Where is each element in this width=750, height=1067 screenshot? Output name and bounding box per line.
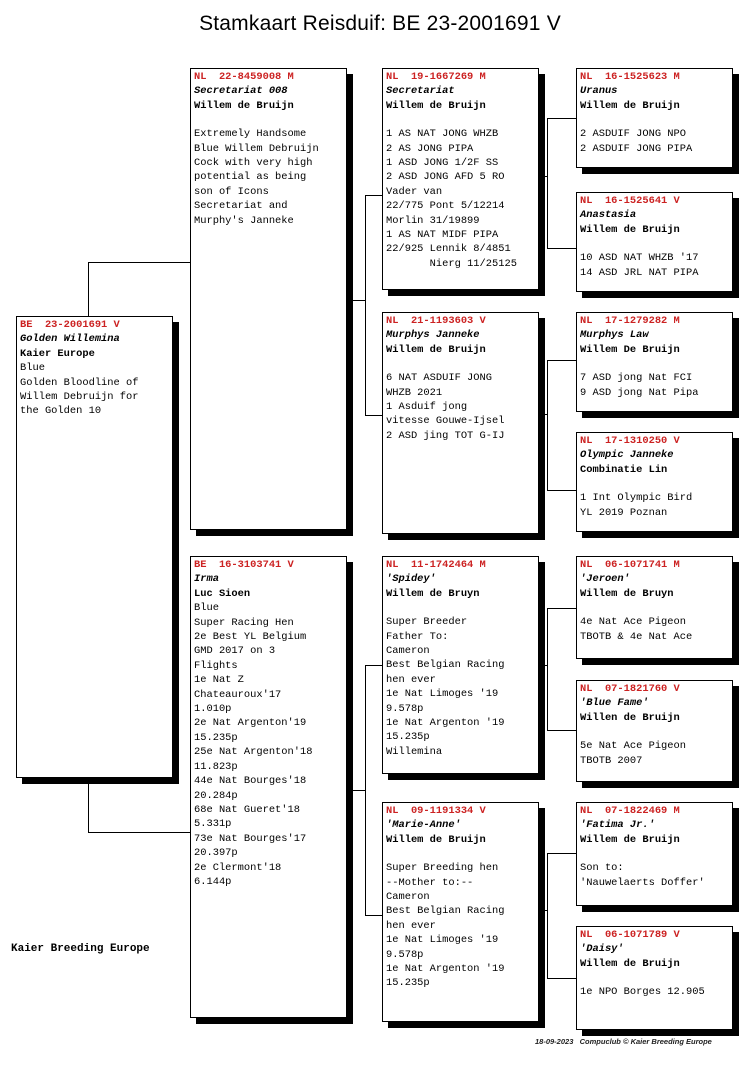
connector-line	[547, 853, 577, 854]
connector-line	[547, 730, 577, 731]
pigeon-card-dsd	[576, 680, 733, 782]
connector-line	[547, 360, 548, 490]
ring-number: BE 23-2001691 V	[20, 319, 120, 331]
connector-line	[547, 978, 577, 979]
connector-line	[88, 832, 191, 833]
connector-line	[547, 118, 548, 248]
pigeon-description: 5e Nat Ace Pigeon TBOTB 2007	[580, 740, 687, 767]
owner-name: Willem de Bruijn	[386, 343, 486, 356]
pigeon-description: 2 ASDUIF JONG NPO 2 ASDUIF JONG PIPA	[580, 128, 693, 155]
pigeon-name: Secretariat 008	[194, 85, 288, 98]
connector-line	[365, 665, 383, 666]
pigeon-card-sdd	[576, 432, 733, 532]
connector-line	[538, 910, 547, 911]
connector-line	[365, 195, 366, 415]
pigeon-name: 'Blue Fame'	[580, 697, 649, 710]
pigeon-card-sire-sire	[382, 68, 539, 290]
ring-number: BE 16-3103741 V	[194, 559, 294, 571]
ring-number: NL 17-1310250 V	[580, 435, 680, 447]
owner-name: Luc Sioen	[194, 587, 251, 600]
pigeon-name: Murphys Janneke	[386, 329, 480, 342]
pigeon-description: 6 NAT ASDUIF JONG WHZB 2021 1 Asduif jong vitesse Gouwe-Ijsel 2 ASD jing TOT G-IJ	[386, 372, 505, 442]
pigeon-card-sire-dam	[382, 312, 539, 534]
pigeon-description: 1 AS NAT JONG WHZB 2 AS JONG PIPA 1 ASD JONG 1/2F SS 2 ASD JONG AFD 5 RO Vader van 22/775 Pont 5/12214 Morlin 31/19899 1 AS NAT MIDF PIPA 22/925 Lennik 8/4851 Nierg 11/25125	[386, 128, 517, 270]
copyright-text: Compuclub © Kaier Breeding Europe	[579, 1037, 712, 1046]
pigeon-description: 1 Int Olympic Bird YL 2019 Poznan	[580, 492, 693, 519]
ring-number: NL 06-1071789 V	[580, 929, 680, 941]
owner-name: Willem de Bruijn	[194, 99, 294, 112]
owner-name: Willem De Bruijn	[580, 343, 680, 356]
pigeon-name: Golden Willemina	[20, 333, 120, 346]
pigeon-card-subject	[16, 316, 173, 778]
ring-number: NL 21-1193603 V	[386, 315, 486, 327]
breeder-footer: Kaier Breeding Europe	[11, 943, 150, 955]
connector-line	[88, 262, 191, 263]
pigeon-name: Anastasia	[580, 209, 637, 222]
connector-line	[538, 665, 547, 666]
owner-name: Willen de Bruijn	[580, 711, 680, 724]
connector-line	[365, 195, 383, 196]
connector-line	[547, 608, 548, 730]
pigeon-card-sire	[190, 68, 347, 530]
pigeon-description: Blue Super Racing Hen 2e Best YL Belgium GMD 2017 on 3 Flights 1e Nat Z Chateauroux'17 1.010p 2e Nat Argenton'19 15.235p 25e Nat Argenton'18 11.823p 44e Nat Bourges'18 20.284p 68e Nat Gueret'18 5.331p 73e Nat Bourges'17 20.397p 2e Clermont'18 6.144p	[194, 602, 313, 888]
pigeon-card-dss	[576, 556, 733, 659]
pigeon-name: 'Jeroen'	[580, 573, 630, 586]
pigeon-name: Secretariat	[386, 85, 455, 98]
connector-line	[365, 915, 383, 916]
pigeon-card-dds	[576, 802, 733, 906]
pigeon-name: Irma	[194, 573, 219, 586]
ring-number: NL 06-1071741 M	[580, 559, 680, 571]
connector-line	[365, 665, 366, 915]
pigeon-name: Uranus	[580, 85, 618, 98]
pigeon-name: Murphys Law	[580, 329, 649, 342]
pigeon-name: 'Fatima Jr.'	[580, 819, 655, 832]
print-date: 18-09-2023	[535, 1037, 574, 1046]
pigeon-name: Olympic Janneke	[580, 449, 674, 462]
ring-number: NL 19-1667269 M	[386, 71, 486, 83]
pigeon-card-ddd	[576, 926, 733, 1030]
ring-number: NL 07-1822469 M	[580, 805, 680, 817]
copyright-footer	[535, 1037, 712, 1046]
connector-line	[346, 300, 365, 301]
owner-name: Willem de Bruijn	[580, 99, 680, 112]
connector-line	[538, 414, 547, 415]
connector-line	[547, 248, 577, 249]
pigeon-card-sds	[576, 312, 733, 412]
pigeon-name: 'Spidey'	[386, 573, 436, 586]
ring-number: NL 11-1742464 M	[386, 559, 486, 571]
owner-name: Willem de Bruyn	[580, 587, 674, 600]
owner-name: Willem de Bruijn	[386, 833, 486, 846]
pigeon-card-ssd	[576, 192, 733, 292]
connector-line	[547, 118, 577, 119]
pigeon-card-dam	[190, 556, 347, 1018]
connector-line	[547, 853, 548, 978]
pigeon-description: Blue Golden Bloodline of Willem Debruijn for the Golden 10	[20, 362, 139, 418]
page-title: Stamkaart Reisduif: BE 23-2001691 V	[199, 12, 561, 35]
owner-name: Kaier Europe	[20, 347, 95, 360]
pigeon-description: 1e NPO Borges 12.905	[580, 986, 705, 999]
pigeon-description: 10 ASD NAT WHZB '17 14 ASD JRL NAT PIPA	[580, 252, 699, 279]
owner-name: Combinatie Lin	[580, 463, 668, 476]
pigeon-description: 7 ASD jong Nat FCI 9 ASD jong Nat Pipa	[580, 372, 699, 399]
owner-name: Willem de Bruijn	[580, 957, 680, 970]
connector-line	[88, 777, 89, 832]
owner-name: Willem de Bruijn	[580, 833, 680, 846]
ring-number: NL 16-1525641 V	[580, 195, 680, 207]
owner-name: Willem de Bruyn	[386, 587, 480, 600]
connector-line	[346, 790, 365, 791]
pigeon-description: Extremely Handsome Blue Willem Debruijn Cock with very high potential as being son of Icons Secretariat and Murphy's Janneke	[194, 128, 319, 227]
pigeon-card-sss	[576, 68, 733, 168]
pigeon-name: 'Daisy'	[580, 943, 624, 956]
pigeon-description: Super Breeder Father To: Cameron Best Belgian Racing hen ever 1e Nat Limoges '19 9.578p 1e Nat Argenton '19 15.235p Willemina	[386, 616, 505, 758]
pigeon-description: Super Breeding hen --Mother to:-- Cameron Best Belgian Racing hen ever 1e Nat Limoges '19 9.578p 1e Nat Argenton '19 15.235p	[386, 862, 505, 990]
connector-line	[88, 262, 89, 317]
pigeon-card-dam-sire	[382, 556, 539, 774]
ring-number: NL 22-8459008 M	[194, 71, 294, 83]
connector-line	[547, 360, 577, 361]
pigeon-description: Son to: 'Nauwelaerts Doffer'	[580, 862, 705, 889]
ring-number: NL 09-1191334 V	[386, 805, 486, 817]
pigeon-description: 4e Nat Ace Pigeon TBOTB & 4e Nat Ace	[580, 616, 693, 643]
connector-line	[538, 176, 547, 177]
connector-line	[547, 608, 577, 609]
ring-number: NL 07-1821760 V	[580, 683, 680, 695]
pigeon-name: 'Marie-Anne'	[386, 819, 461, 832]
connector-line	[365, 415, 383, 416]
pigeon-card-dam-dam	[382, 802, 539, 1022]
owner-name: Willem de Bruijn	[580, 223, 680, 236]
connector-line	[547, 490, 577, 491]
ring-number: NL 16-1525623 M	[580, 71, 680, 83]
owner-name: Willem de Bruijn	[386, 99, 486, 112]
ring-number: NL 17-1279282 M	[580, 315, 680, 327]
